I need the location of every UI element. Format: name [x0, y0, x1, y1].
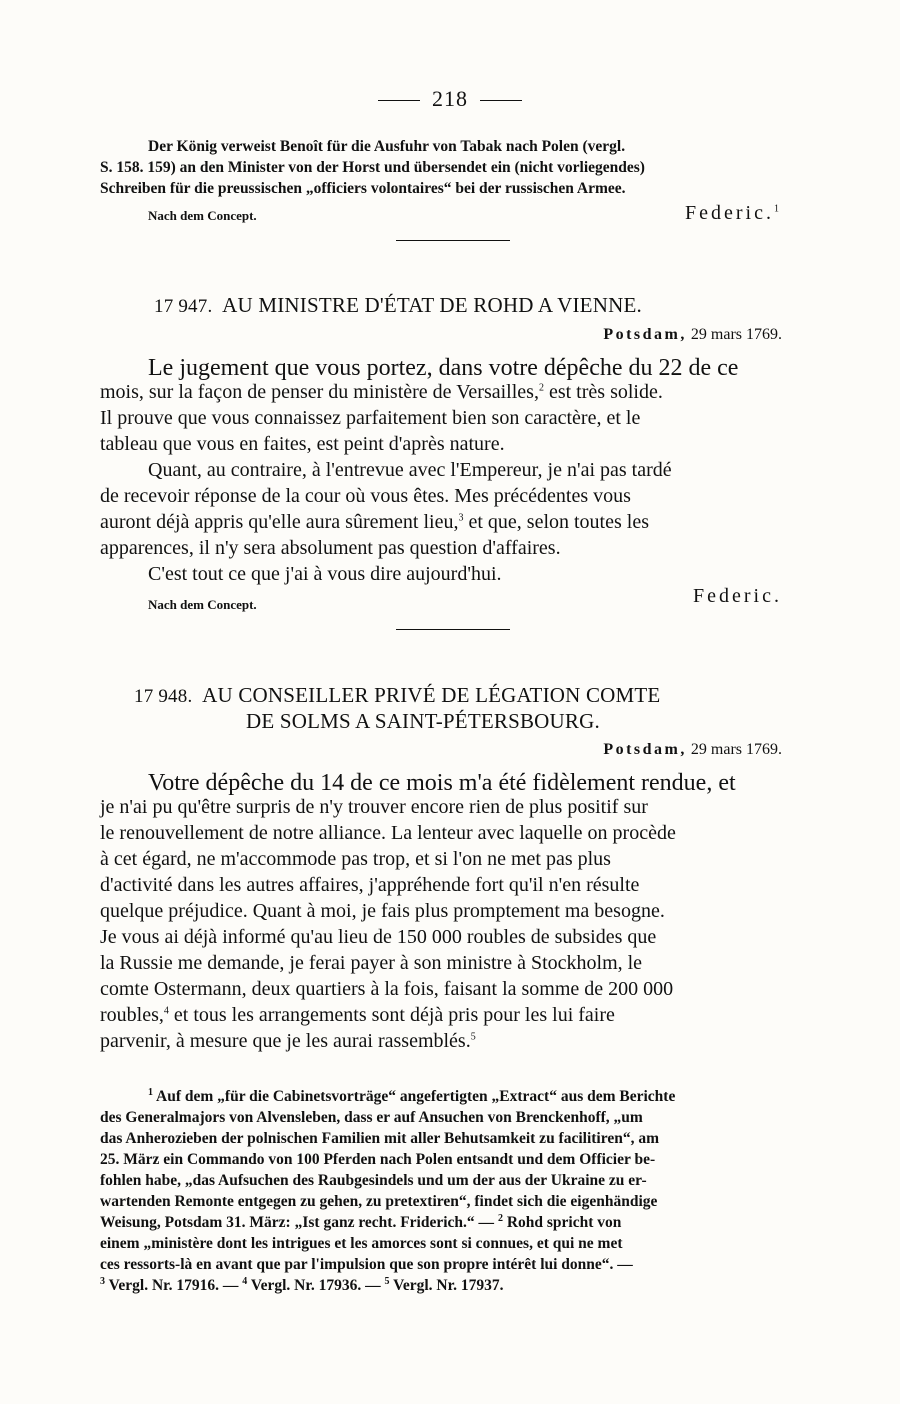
body-line: à cet égard, ne m'accommode pas trop, et si l'on ne met pas plus [100, 848, 611, 870]
footnote-text: Vergl. Nr. 17936. — [250, 1277, 381, 1294]
footnote-marker: 5 [470, 1031, 476, 1043]
body-line: la Russie me demande, je ferai payer à son ministre à Stockholm, le [100, 952, 643, 974]
footnote-marker: 5 [384, 1275, 390, 1287]
source-note: Nach dem Concept. [148, 597, 257, 612]
body-line: Je vous ai déjà informé qu'au lieu de 150 000 roubles de subsides que [100, 926, 657, 948]
footnote-marker: 2 [497, 1212, 503, 1224]
letter-number: 17 948. [134, 686, 193, 707]
footnote-marker: 1 [774, 203, 782, 215]
body-line [148, 355, 738, 382]
page-number-text: 218 [432, 86, 468, 111]
summary-line: S. 158. 159) an den Minister von der Horst und übersendet ein (nicht vorliegendes) [100, 159, 645, 176]
footnote-line [100, 1214, 621, 1232]
dateline-place: Potsdam, [603, 326, 687, 343]
body-line: d'activité dans les autres affaires, j'appréhende fort qu'il n'en résulte [100, 874, 640, 896]
body-line-text: roubles, [100, 1004, 164, 1026]
dateline [603, 326, 782, 344]
body-line-text: mois, sur la façon de penser du ministère de Versailles, [100, 381, 539, 403]
letter-heading [154, 293, 642, 318]
footnote-line: fohlen habe, „das Aufsuchen des Raubgesindels und um der aus der Ukraine zu er- [100, 1172, 647, 1189]
letter-title: AU CONSEILLER PRIVÉ DE LÉGATION COMTE [202, 683, 661, 707]
body-line: de recevoir réponse de la cour où vous êtes. Mes précédentes vous [100, 485, 631, 507]
signature-text: Federic. [685, 202, 774, 224]
body-line [100, 381, 663, 404]
body-line-text: Le jugement que vous portez, dans votre dépêche du 22 de ce [148, 355, 739, 381]
footnote-line: 25. März ein Commando von 100 Pferden nach Polen entsandt und dem Officier be- [100, 1151, 656, 1168]
body-line: C'est tout ce que j'ai à vous dire aujourd'hui. [148, 563, 502, 585]
body-line-text: Votre dépêche du 14 de ce mois m'a été fidèlement rendue, et [148, 770, 736, 796]
body-line-text: parvenir, à mesure que je les aurai rassemblés. [100, 1030, 471, 1052]
body-line [100, 1030, 476, 1053]
body-line [148, 770, 736, 797]
section-divider [396, 629, 510, 630]
footnote-text: Rohd spricht von [506, 1214, 622, 1231]
summary-line: Der König verweist Benoît für die Ausfuhr von Tabak nach Polen (vergl. [148, 138, 626, 155]
source-note: Nach dem Concept. [148, 208, 257, 223]
footnote-text: Vergl. Nr. 17916. — [108, 1277, 239, 1294]
letter-title-line2: DE SOLMS A SAINT-PÉTERSBOURG. [246, 709, 600, 733]
signature [685, 202, 782, 225]
body-line: Quant, au contraire, à l'entrevue avec l'Empereur, je n'ai pas tardé [148, 459, 672, 481]
body-line-text: et que, selon toutes les [468, 511, 649, 533]
footnote-text: Auf dem „für die Cabinetsvorträge“ angefertigten „Extract“ aus dem Berichte [156, 1088, 676, 1105]
dateline-date: 29 mars 1769. [690, 741, 782, 758]
footnote-marker: 3 [100, 1275, 105, 1287]
letter-number: 17 947. [154, 296, 213, 317]
body-line: je n'ai pu qu'être surpris de n'y trouver encore rien de plus positif sur [100, 796, 648, 818]
footnote-line: das Anherozieben der polnischen Familien mit aller Behutsamkeit zu facilitiren“, am [100, 1130, 659, 1147]
footnote-marker: 1 [148, 1086, 153, 1098]
body-line: le renouvellement de notre alliance. La lenteur avec laquelle on procède [100, 822, 676, 844]
body-line: comte Ostermann, deux quartiers à la fois, faisant la somme de 200 000 [100, 978, 674, 1000]
footnote-line: einem „ministère dont les intrigues et les amorces sont si connues, et qui ne met [100, 1235, 623, 1252]
signature: Federic. [693, 585, 782, 607]
section-divider [396, 240, 510, 241]
page-number [0, 86, 900, 112]
page-number-dash-right [480, 100, 522, 101]
footnote-line: ces ressorts-là en avant que par l'impulsion que son propre intérêt lui donne“. — [100, 1256, 633, 1273]
body-line: tableau que vous en faites, est peint d'après nature. [100, 433, 505, 455]
page-number-dash-left [378, 100, 420, 101]
footnote-marker: 4 [242, 1275, 248, 1287]
dateline-place: Potsdam, [603, 741, 687, 758]
dateline-date: 29 mars 1769. [690, 326, 782, 343]
footnote-line: wartenden Remonte entgegen zu gehen, zu pretextiren“, findet sich die eigenhändige [100, 1193, 658, 1210]
summary-line: Schreiben für die preussischen „officiers volontaires“ bei der russischen Armee. [100, 180, 626, 197]
footnote-line: des Generalmajors von Alvensleben, dass er auf Ansuchen von Brenckenhoff, „um [100, 1109, 643, 1126]
footnote-marker: 4 [163, 1005, 169, 1017]
footnote-text: Weisung, Potsdam 31. März: „Ist ganz recht. Friderich.“ — [100, 1214, 495, 1231]
footnote-text: Vergl. Nr. 17937. [393, 1277, 504, 1294]
footnote-line [100, 1277, 503, 1295]
letter-heading [134, 683, 660, 708]
letter-title: AU MINISTRE D'ÉTAT DE ROHD A VIENNE. [222, 293, 642, 317]
body-line-text: auront déjà appris qu'elle aura sûrement lieu, [100, 511, 459, 533]
body-line: apparences, il n'y sera absolument pas question d'affaires. [100, 537, 561, 559]
dateline [603, 741, 782, 759]
footnote-marker: 3 [458, 512, 464, 524]
body-line: Il prouve que vous connaissez parfaitement bien son caractère, et le [100, 407, 641, 429]
body-line-text: et tous les arrangements sont déjà pris pour les lui faire [173, 1004, 615, 1026]
body-line: quelque préjudice. Quant à moi, je fais plus promptement ma besogne. [100, 900, 665, 922]
body-line [100, 511, 649, 534]
body-line [100, 1004, 615, 1027]
body-line-text: est très solide. [548, 381, 663, 403]
footnote-line [148, 1088, 675, 1106]
footnote-marker: 2 [538, 382, 544, 394]
